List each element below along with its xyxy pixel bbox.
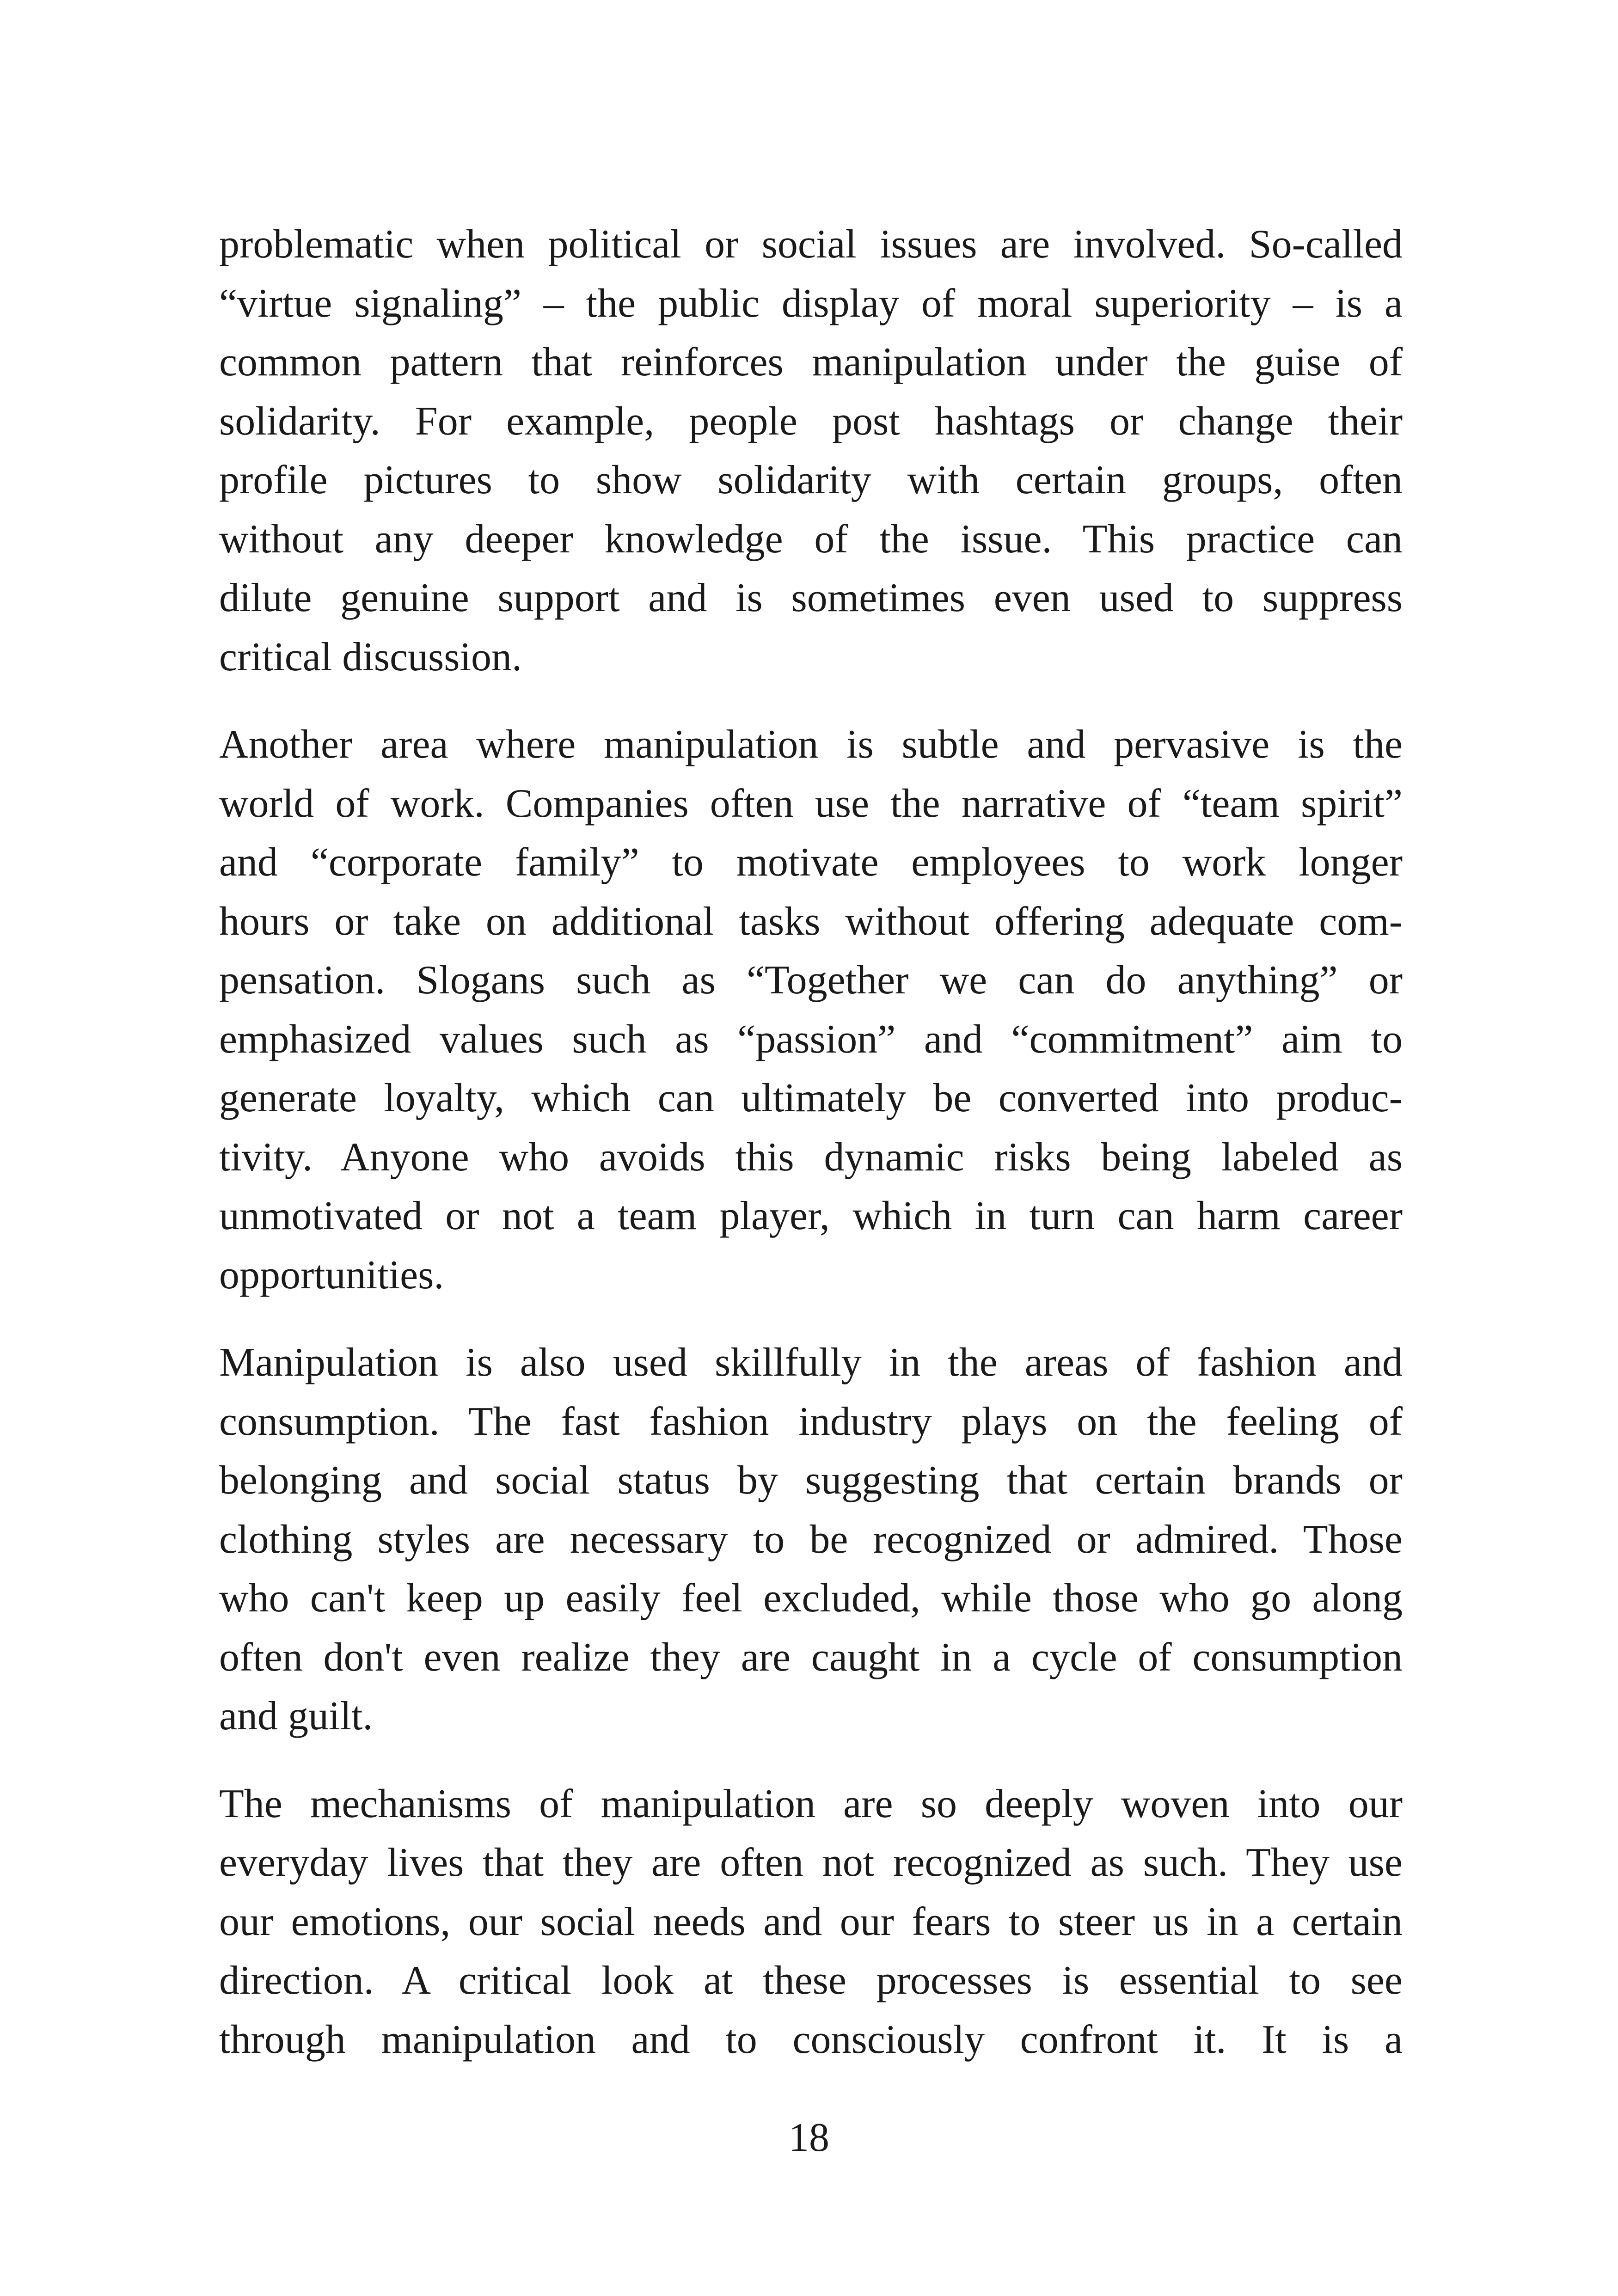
text-line: everyday lives that they are often not recognized as such. They use (219, 1840, 1403, 1885)
text-line: profile pictures to show solidarity with certain groups, often (219, 458, 1403, 502)
text-line: generate loyalty, which can ultimately be converted into produc- (219, 1076, 1403, 1120)
text-line: and “corporate family” to motivate employees to work longer (219, 840, 1403, 885)
text-line: The mechanisms of manipulation are so deeply woven into our (219, 1781, 1403, 1826)
text-line: solidarity. For example, people post hashtags or change their (219, 398, 1403, 444)
text-line: our emotions, our social needs and our fears to steer us in a certain (219, 1899, 1403, 1944)
text-line: through manipulation and to consciously confront it. It is a (219, 2017, 1403, 2062)
text-line: Manipulation is also used skillfully in the areas of fashion and (219, 1340, 1403, 1385)
text-line: tivity. Anyone who avoids this dynamic risks being labeled as (219, 1134, 1403, 1180)
text-line: who can't keep up easily feel excluded, while those who go along (219, 1576, 1403, 1621)
text-line: world of work. Companies often use the narrative of “team spirit” (219, 781, 1403, 826)
text-line: belonging and social status by suggesting that certain brands or (219, 1458, 1403, 1503)
page-number: 18 (789, 2115, 829, 2160)
text-line: emphasized values such as “passion” and “commitment” aim to (219, 1016, 1403, 1062)
text-line: often don't even realize they are caught in a cycle of consumption (219, 1635, 1403, 1680)
paragraph-fashion-consumption (219, 1333, 1403, 1746)
text-line: common pattern that reinforces manipulation under the guise of (219, 340, 1403, 385)
text-line: dilute genuine support and is sometimes even used to suppress (219, 576, 1403, 620)
text-line: “virtue signaling” – the public display of moral superiority – is a (219, 281, 1403, 326)
text-line: without any deeper knowledge of the issue. This practice can (219, 516, 1403, 562)
text-line: clothing styles are necessary to be recognized or admired. Those (219, 1517, 1403, 1562)
text-line: critical discussion. (219, 634, 522, 680)
text-line: hours or take on additional tasks without offering adequate com- (219, 899, 1403, 944)
text-line: direction. A critical look at these processes is essential to see (219, 1958, 1403, 2003)
text-line: problematic when political or social issues are involved. So-called (219, 222, 1403, 267)
text-line: pensation. Slogans such as “Together we can do anything” or (219, 958, 1403, 1003)
text-line: Another area where manipulation is subtle and pervasive is the (219, 722, 1403, 767)
body-text (219, 215, 1403, 2098)
paragraph-mechanisms (219, 1775, 1403, 2069)
text-line: opportunities. (219, 1252, 444, 1298)
paragraph-world-of-work (219, 715, 1403, 1304)
text-line: unmotivated or not a team player, which in turn can harm career (219, 1194, 1403, 1238)
text-line: and guilt. (219, 1694, 373, 1739)
text-line: consumption. The fast fashion industry plays on the feeling of (219, 1399, 1403, 1444)
paragraph-virtue-signaling (219, 215, 1403, 686)
